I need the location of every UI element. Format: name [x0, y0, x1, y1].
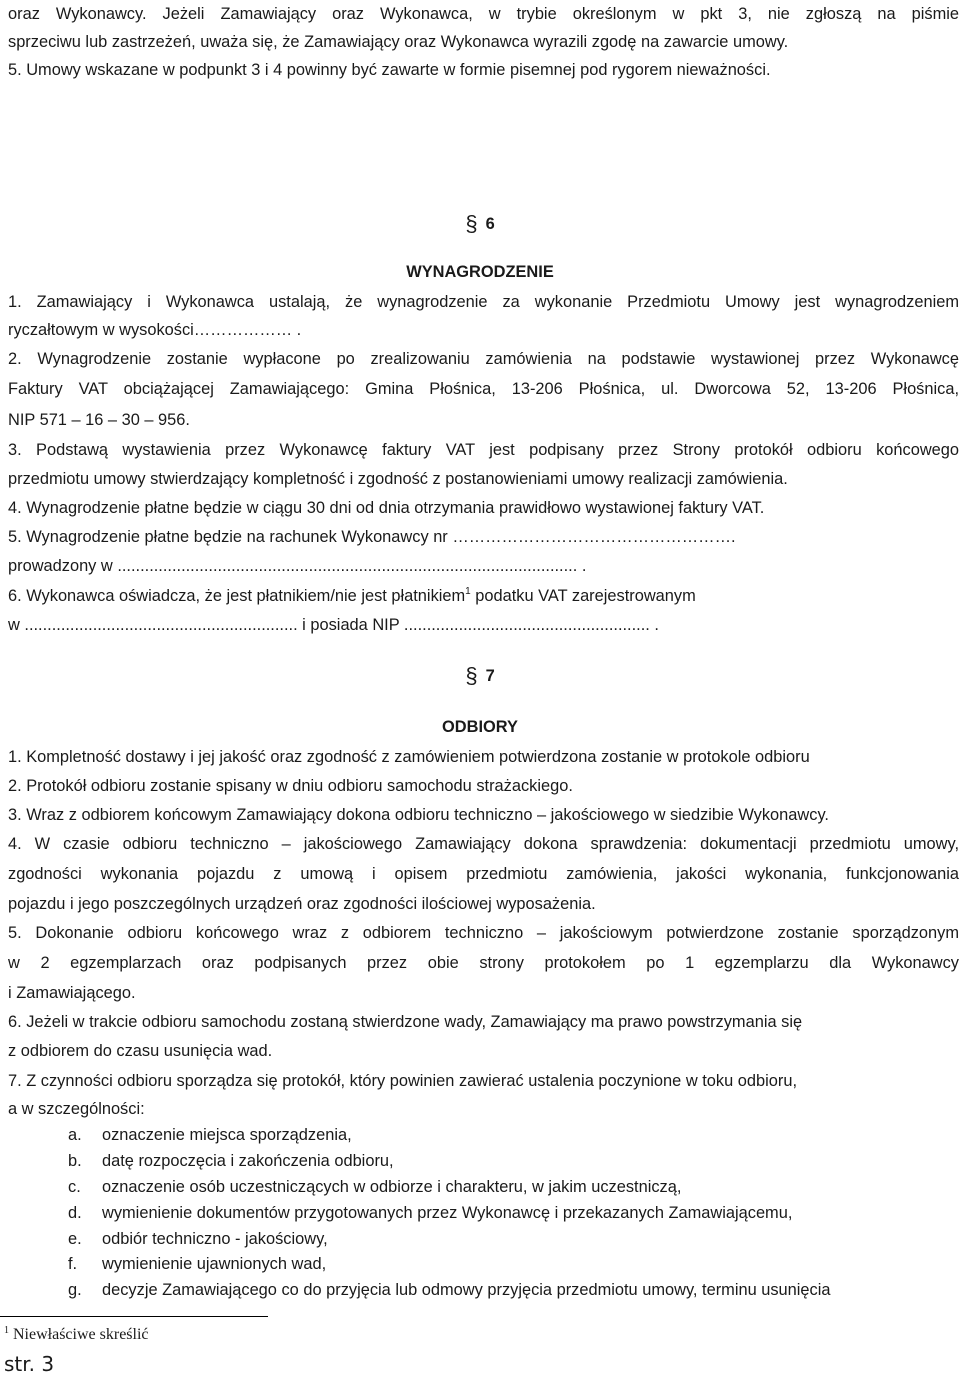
text-line: przedmiotu umowy stwierdzający kompletność i zgodność z postanowieniami umowy realizacji zamówienia.	[8, 470, 788, 488]
text-line: 3. Podstawą wystawienia przez Wykonawcę faktury VAT jest podpisany przez Strony protokół odbioru końcowego	[8, 441, 959, 459]
list-marker: a.	[68, 1126, 82, 1144]
list-item: wymienienie dokumentów przygotowanych przez Wykonawcę i przekazanych Zamawiającemu,	[102, 1204, 793, 1222]
section-sign: §	[465, 211, 478, 236]
text-line: 1. Zamawiający i Wykonawca ustalają, że wynagrodzenie za wykonanie Przedmiotu Umowy jest wynagrodzeniem	[8, 293, 959, 311]
text-line: 3. Wraz z odbiorem końcowym Zamawiający dokona odbioru techniczno – jakościowego w siedzibie Wykonawcy.	[8, 806, 829, 824]
text-line: 5. Dokonanie odbioru końcowego wraz z odbiorem techniczno – jakościowym potwierdzone zostanie sporządzonym	[8, 924, 959, 942]
text-line: z odbiorem do czasu usunięcia wad.	[8, 1042, 273, 1060]
text-fragment: 6. Wykonawca oświadcza, że jest płatnikiem/nie jest płatnikiem	[8, 587, 466, 605]
text-line: 5. Umowy wskazane w podpunkt 3 i 4 powinny być zawarte w formie pisemnej pod rygorem nieważności.	[8, 61, 771, 79]
text-line: 2. Protokół odbioru zostanie spisany w dniu odbioru samochodu strażackiego.	[8, 777, 573, 795]
list-marker: d.	[68, 1204, 82, 1222]
text-line: w ............................................................ i posiada NIP ...................................................... .	[8, 616, 659, 634]
list-marker: g.	[68, 1281, 82, 1299]
footnote-marker: 1	[4, 1325, 9, 1336]
text-line: 2. Wynagrodzenie zostanie wypłacone po zrealizowaniu zamówienia na podstawie wystawionej przez Wykonawcę	[8, 350, 959, 368]
text-line: ryczałtowym w wysokości……………… .	[8, 321, 302, 339]
text-line: NIP 571 – 16 – 30 – 956.	[8, 411, 190, 429]
footnote	[4, 1325, 149, 1345]
text-line: i Zamawiającego.	[8, 984, 136, 1002]
text-line: 5. Wynagrodzenie płatne będzie na rachunek Wykonawcy nr …………………………………………….	[8, 528, 736, 546]
list-marker: e.	[68, 1230, 82, 1248]
text-line: sprzeciwu lub zastrzeżeń, uważa się, że Zamawiający oraz Wykonawca wyrazili zgodę na zawarcie umowy.	[8, 33, 789, 51]
text-line: oraz Wykonawcy. Jeżeli Zamawiający oraz Wykonawca, w trybie określonym w pkt 3, nie zgłoszą na piśmie	[8, 5, 959, 23]
section-sign: §	[465, 663, 478, 688]
section-7-heading	[0, 663, 960, 688]
page-number: str. 3	[4, 1352, 55, 1376]
text-line: pojazdu i jego poszczególnych urządzeń oraz zgodności ilościowej wyposażenia.	[8, 895, 596, 913]
text-fragment: podatku VAT zarejestrowanym	[470, 587, 696, 605]
footnote-text: Niewłaściwe skreślić	[9, 1326, 149, 1343]
list-marker: f.	[68, 1255, 78, 1273]
text-line: Faktury VAT obciążającej Zamawiającego: Gmina Płośnica, 13-206 Płośnica, ul. Dworcowa 52, 13-206 Płośnica,	[8, 380, 959, 398]
section-7-title: ODBIORY	[442, 718, 518, 736]
text-line: prowadzony w ..................................................................................................... .	[8, 557, 587, 575]
list-item: datę rozpoczęcia i zakończenia odbioru,	[102, 1152, 394, 1170]
section-6-title: WYNAGRODZENIE	[406, 263, 554, 281]
footnote-marker: 1	[465, 586, 471, 597]
list-item: decyzje Zamawiającego co do przyjęcia lub odmowy przyjęcia przedmiotu umowy, terminu usunięcia	[102, 1281, 831, 1299]
text-line: 1. Kompletność dostawy i jej jakość oraz zgodność z zamówieniem potwierdzona zostanie w protokole odbioru	[8, 748, 810, 766]
footnote-divider	[0, 1316, 268, 1317]
text-line: zgodności wykonania pojazdu z umową i opisem przedmiotu zamówienia, jakości wykonania, funkcjonowania	[8, 865, 959, 883]
text-line: 4. W czasie odbioru techniczno – jakościowego Zamawiający dokona sprawdzenia: dokumentacji przedmiotu umowy,	[8, 835, 959, 853]
section-number: 7	[485, 667, 495, 685]
list-item: odbiór techniczno - jakościowy,	[102, 1230, 328, 1248]
list-marker: b.	[68, 1152, 82, 1170]
list-item: oznaczenie osób uczestniczących w odbiorze i charakteru, w jakim uczestniczą,	[102, 1178, 682, 1196]
text-line: 4. Wynagrodzenie płatne będzie w ciągu 30 dni od dnia otrzymania prawidłowo wystawionej faktury VAT.	[8, 499, 765, 517]
text-line: 6. Jeżeli w trakcie odbioru samochodu zostaną stwierdzone wady, Zamawiający ma prawo powstrzymania się	[8, 1013, 803, 1031]
list-marker: c.	[68, 1178, 81, 1196]
section-6-heading	[0, 211, 960, 236]
text-line: w 2 egzemplarzach oraz podpisanych przez obie strony protokołem po 1 egzemplarzu dla Wykonawcy	[8, 954, 959, 972]
list-item: oznaczenie miejsca sporządzenia,	[102, 1126, 352, 1144]
text-line	[8, 586, 696, 606]
list-item: wymienienie ujawnionych wad,	[102, 1255, 327, 1273]
text-line: a w szczególności:	[8, 1100, 145, 1118]
section-number: 6	[485, 215, 495, 233]
text-line: 7. Z czynności odbioru sporządza się protokół, który powinien zawierać ustalenia poczynione w toku odbioru,	[8, 1072, 797, 1090]
